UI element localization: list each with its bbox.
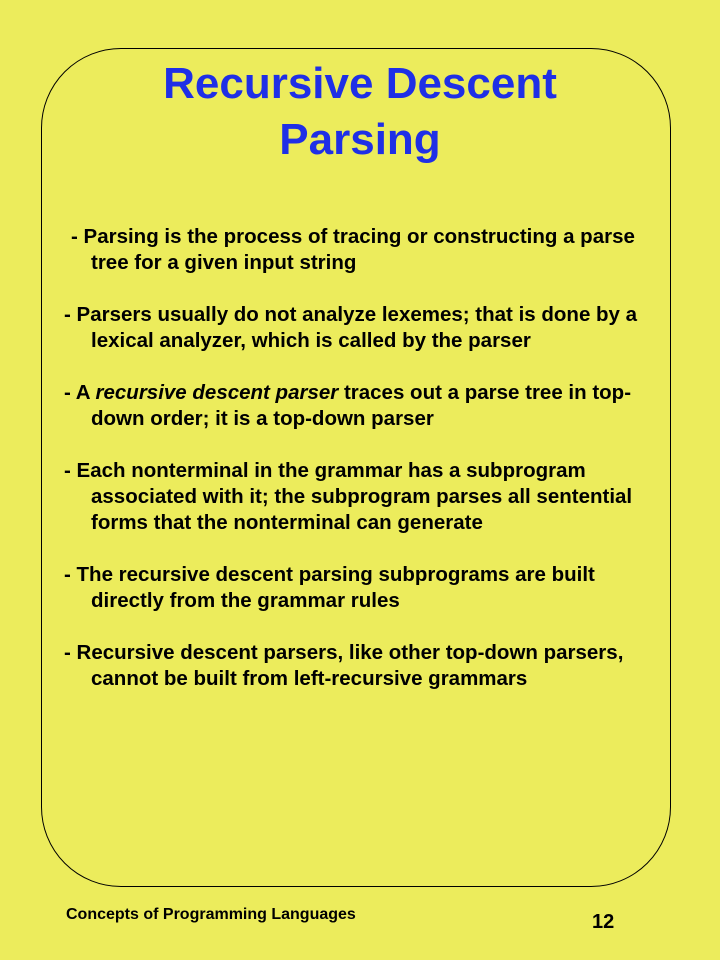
footer-page-number: 12 bbox=[592, 911, 615, 933]
slide-title-line-2: Parsing bbox=[279, 115, 441, 164]
bullet-list bbox=[64, 224, 664, 718]
bullet-item-grammar-rules: - The recursive descent parsing subprograms are built directly from the grammar rules bbox=[64, 563, 595, 612]
bullet-emphasis-term: recursive descent parser bbox=[95, 381, 339, 404]
bullet-text-suffix: traces out a parse tree in top-down order; it is a top-down parser bbox=[91, 381, 632, 430]
bullet-item-left-recursive: - Recursive descent parsers, like other top-down parsers, cannot be built from left-recursive grammars bbox=[64, 641, 624, 690]
bullet-item-recursive-descent-parser bbox=[64, 380, 664, 432]
slide-title bbox=[0, 56, 720, 168]
bullet-item-lexemes: - Parsers usually do not analyze lexemes; that is done by a lexical analyzer, which is called by the parser bbox=[64, 303, 638, 352]
slide-title-line-1: Recursive Descent bbox=[163, 59, 557, 108]
footer-course-title: Concepts of Programming Languages bbox=[66, 906, 356, 923]
bullet-item-parsing-definition: - Parsing is the process of tracing or constructing a parse tree for a given input string bbox=[71, 225, 635, 274]
bullet-item-nonterminal-subprogram: - Each nonterminal in the grammar has a subprogram associated with it; the subprogram parses all sentential forms that the nonterminal can generate bbox=[64, 459, 633, 534]
bullet-text-prefix: - A bbox=[64, 381, 96, 404]
